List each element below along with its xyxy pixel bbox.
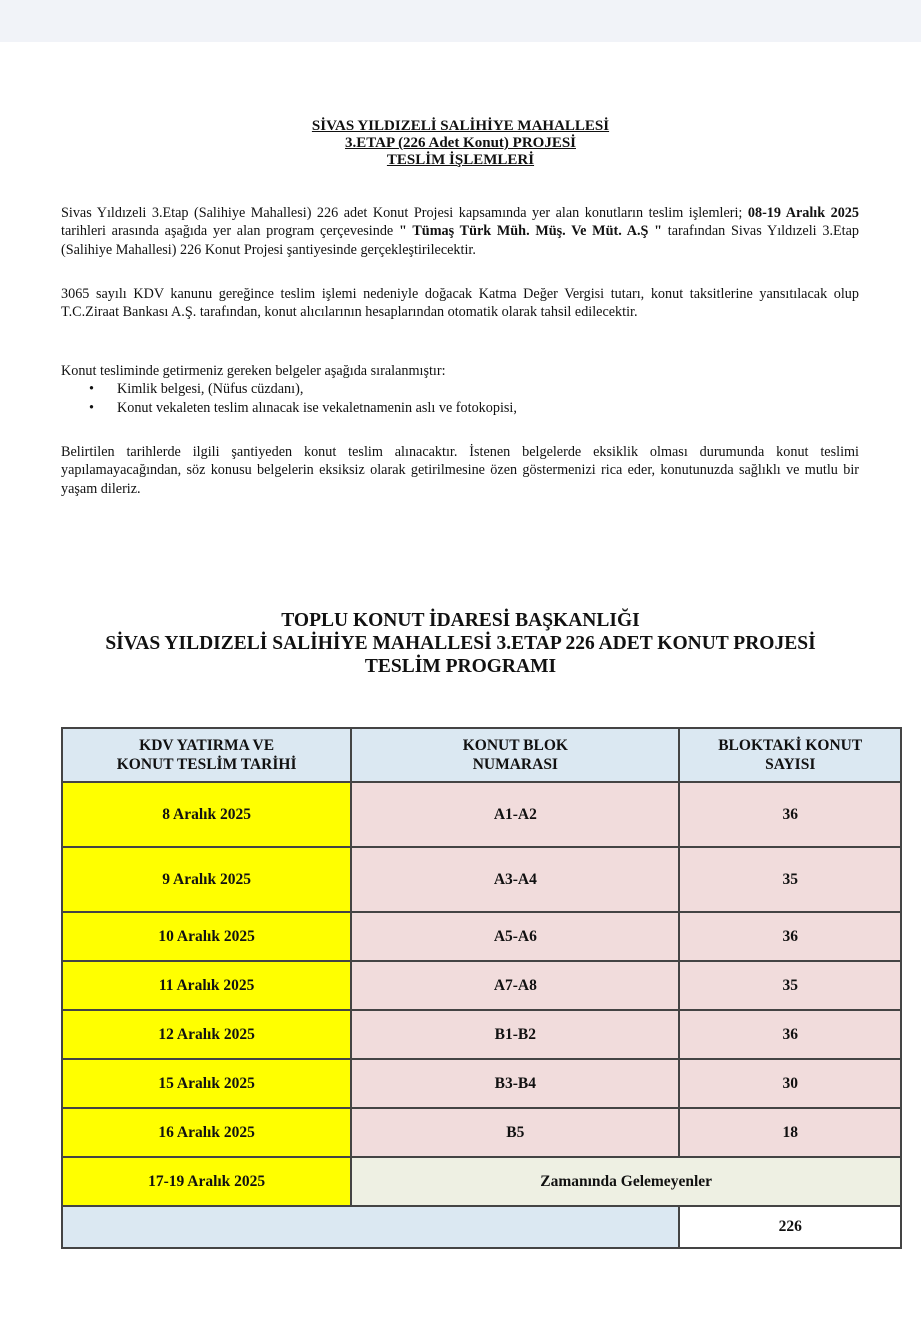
program-title-line-2: SİVAS YILDIZELİ SALİHİYE MAHALLESİ 3.ETAP 226 ADET KONUT PROJESİ <box>105 633 816 654</box>
cell-date: 12 Aralık 2025 <box>62 1010 351 1059</box>
cell-count: 35 <box>679 847 901 912</box>
cell-date: 10 Aralık 2025 <box>62 912 351 961</box>
cell-block: A1-A2 <box>351 782 679 847</box>
paragraph-documents <box>61 362 859 417</box>
cell-block: A5-A6 <box>351 912 679 961</box>
header-line-2: 3.ETAP (226 Adet Konut) PROJESİ <box>345 135 576 151</box>
document-header <box>0 118 921 169</box>
program-title-line-3: TESLİM PROGRAMI <box>364 656 557 677</box>
cell-total-blank <box>62 1206 679 1248</box>
paragraph-closing: Belirtilen tarihlerde ilgili şantiyeden konut teslim alınacaktır. İstenen belgelerde eksiklik olması durumunda konut teslimi yapılamayacağından, söz konusu belgelerin eksiksiz olarak getirilmesine özen göstermenizi rica eder, konutunuzda sağlıklı ve mutlu bir yaşam dileriz. <box>61 444 859 497</box>
cell-total: 226 <box>679 1206 901 1248</box>
table-row <box>62 847 901 912</box>
top-bar <box>0 0 921 42</box>
cell-count: 36 <box>679 912 901 961</box>
table-row <box>62 912 901 961</box>
p1-company: " Tümaş Türk Müh. Müş. Ve Müt. A.Ş " <box>398 223 663 240</box>
bullet-icon: • <box>89 381 94 398</box>
p1-text-b: tarihleri arasında aşağıda yer alan program çerçevesinde <box>61 223 399 240</box>
cell-late-note: Zamanında Gelemeyenler <box>351 1157 901 1206</box>
cell-block: A3-A4 <box>351 847 679 912</box>
table-row <box>62 1108 901 1157</box>
cell-count: 36 <box>679 782 901 847</box>
program-title <box>0 609 921 678</box>
cell-block: B5 <box>351 1108 679 1157</box>
header-line-1: SİVAS YILDIZELİ SALİHİYE MAHALLESİ <box>311 118 610 134</box>
table-row-late <box>62 1157 901 1206</box>
table-row <box>62 961 901 1010</box>
column-header-date: KDV YATIRMA VE KONUT TESLİM TARİHİ <box>62 728 351 782</box>
table-row <box>62 782 901 847</box>
p1-date-range: 08-19 Aralık 2025 <box>747 205 859 221</box>
paragraph-kdv: 3065 sayılı KDV kanunu gereğince teslim işlemi nedeniyle doğacak Katma Değer Vergisi tutarı, konut taksitlerine yansıtılacak olup T.C.Ziraat Bankası A.Ş. tarafından, konut alıcılarının hesaplarından otomatik olarak tahsil edilecektir. <box>61 286 859 321</box>
documents-intro: Konut tesliminde getirmeniz gereken belgeler aşağıda sıralanmıştır: <box>61 363 446 379</box>
cell-date: 11 Aralık 2025 <box>62 961 351 1010</box>
cell-count: 36 <box>679 1010 901 1059</box>
cell-count: 30 <box>679 1059 901 1108</box>
bullet-icon: • <box>89 399 94 416</box>
table-row <box>62 1059 901 1108</box>
cell-date: 8 Aralık 2025 <box>62 782 351 847</box>
delivery-schedule-table <box>61 727 902 1249</box>
documents-list <box>61 380 859 417</box>
p1-text-a: Sivas Yıldızeli 3.Etap (Salihiye Mahallesi) 226 adet Konut Projesi kapsamında yer alan konutların teslim işlemleri; <box>61 205 748 221</box>
list-item <box>61 380 859 398</box>
header-line-3: TESLİM İŞLEMLERİ <box>386 152 535 168</box>
cell-count: 35 <box>679 961 901 1010</box>
cell-date: 15 Aralık 2025 <box>62 1059 351 1108</box>
table-row <box>62 1010 901 1059</box>
table-row-total <box>62 1206 901 1248</box>
list-item-text: Kimlik belgesi, (Nüfus cüzdanı), <box>117 381 304 398</box>
cell-date: 16 Aralık 2025 <box>62 1108 351 1157</box>
cell-block: B1-B2 <box>351 1010 679 1059</box>
program-title-line-1: TOPLU KONUT İDARESİ BAŞKANLIĞI <box>281 610 640 631</box>
p1-text-c: tarafından Sivas Yıldızeli 3.Etap (Salihiye Mahallesi) 226 Konut Projesi şantiyesinde gerçekleştirilecektir. <box>61 223 859 258</box>
table-header-row <box>62 728 901 782</box>
cell-count: 18 <box>679 1108 901 1157</box>
column-header-count: BLOKTAKİ KONUT SAYISI <box>679 728 901 782</box>
list-item-text: Konut vekaleten teslim alınacak ise vekaletnamenin aslı ve fotokopisi, <box>117 399 517 416</box>
cell-block: B3-B4 <box>351 1059 679 1108</box>
cell-date: 9 Aralık 2025 <box>62 847 351 912</box>
cell-date: 17-19 Aralık 2025 <box>62 1157 351 1206</box>
list-item <box>61 399 859 417</box>
cell-block: A7-A8 <box>351 961 679 1010</box>
column-header-block: KONUT BLOK NUMARASI <box>351 728 679 782</box>
paragraph-intro <box>61 204 859 259</box>
